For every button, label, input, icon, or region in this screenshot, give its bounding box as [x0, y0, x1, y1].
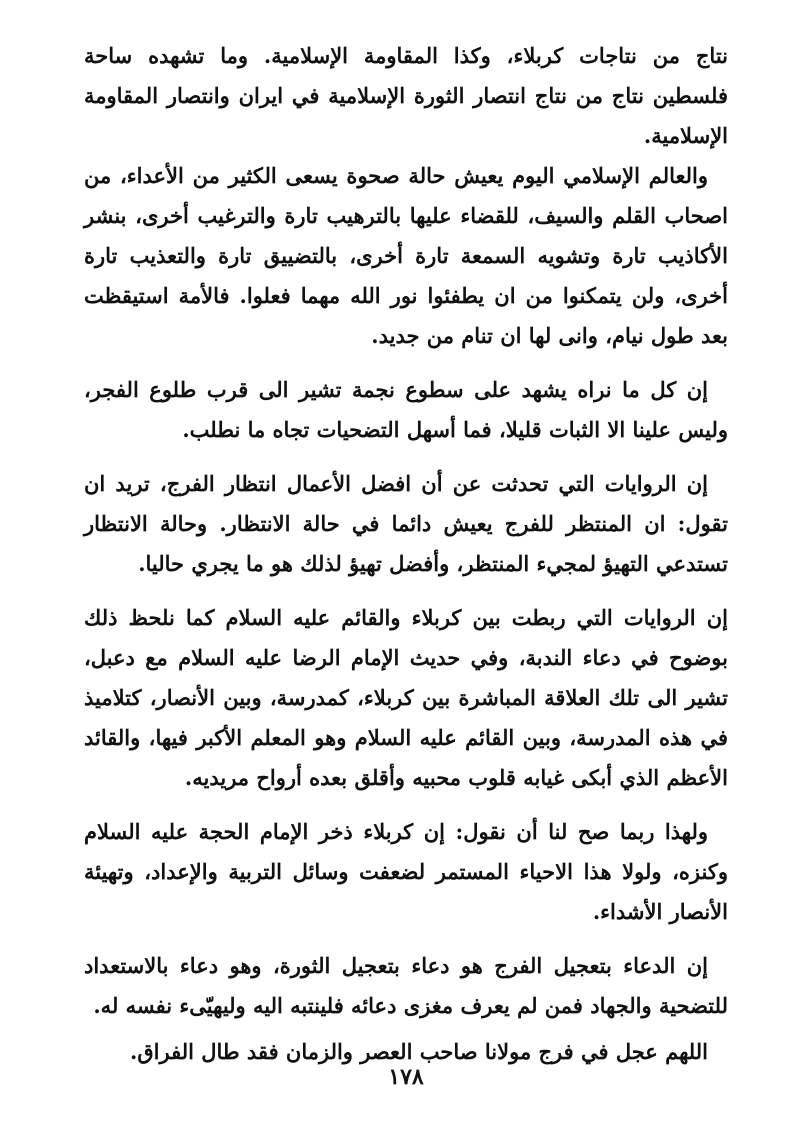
paragraph-3: إن كل ما نراه يشهد على سطوع نجمة تشير الى قرب طلوع الفجر، وليس علينا الا الثبات قليلا، فما أسهل التضحيات تجاه ما نطلب.: [84, 377, 728, 442]
paragraph-4: إن الروايات التي تحدثت عن أن افضل الأعمال انتظار الفرج، تريد ان تقول: ان المنتظر للفرج يعيش دائما في حالة الانتظار. وحالة الانتظار تستدعي التهيؤ لمجيء المنتظر، وأفضل تهيؤ لذلك هو ما يجري حاليا.: [84, 471, 728, 576]
paragraph-2: والعالم الإسلامي اليوم يعيش حالة صحوة يسعى الكثير من الأعداء، من اصحاب القلم والسيف، للقضاء عليها بالترهيب تارة والترغيب أخرى، بنشر الأكاذيب تارة وتشويه السمعة تارة أخرى، بالتضييق تارة والتعذيب تارة أخرى، ولن يتمكنوا من ان يطفئوا نور الله مهما فعلوا. فالأمة استيقظت بعد طول نيام، وانى لها ان تنام من جديد.: [84, 163, 728, 348]
paragraph-1: نتاج من نتاجات كربلاء، وكذا المقاومة الإسلامية. وما تشهده ساحة فلسطين نتاج من نتاج انتصار الثورة الإسلامية في ايران وانتصار المقاومة الإسلامية.: [84, 43, 728, 148]
paragraph-7: إن الدعاء بتعجيل الفرج هو دعاء بتعجيل الثورة، وهو دعاء بالاستعداد للتضحية والجهاد فمن لم يعرف مغزى دعائه فلينتبه اليه وليهيّىء نفسه له.: [84, 953, 728, 1018]
paragraph-5: إن الروايات التي ربطت بين كربلاء والقائم عليه السلام كما نلحظ ذلك بوضوح في دعاء الندبة، وفي حديث الإمام الرضا عليه السلام مع دعبل، تشير الى تلك العلاقة المباشرة بين كربلاء، كمدرسة، وبين الأنصار، كتلاميذ في هذه المدرسة، وبين القائم عليه السلام وهو المعلم الأكبر فيها، والقائد الأعظم الذي أبكى غيابه قلوب محبيه وأقلق بعده أرواح مريديه.: [84, 605, 728, 790]
paragraph-6: ولهذا ربما صح لنا أن نقول: إن كربلاء ذخر الإمام الحجة عليه السلام وكنزه، ولولا هذا الاحياء المستمر لضعفت وسائل التربية والإعداد، وتهيئة الأنصار الأشداء.: [84, 819, 728, 924]
paragraph-8: اللهم عجل في فرج مولانا صاحب العصر والزمان فقد طال الفراق.: [130, 1039, 708, 1064]
page-number: ١٧٨: [388, 1064, 424, 1090]
page-body: [84, 36, 728, 1072]
